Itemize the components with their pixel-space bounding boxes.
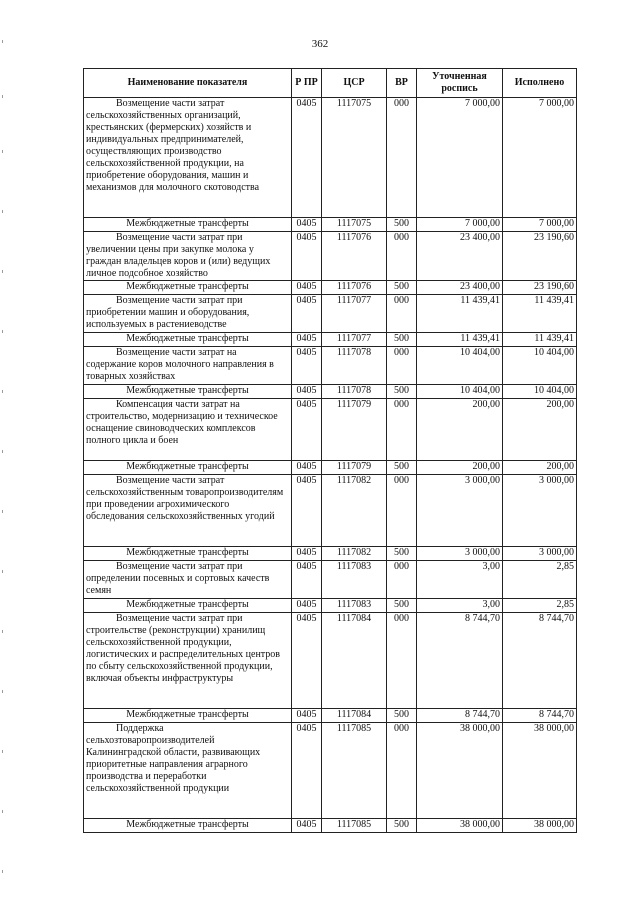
indicator-name-cell: Возмещение части затрат при определении посевных и сортовых качеств семян [84,561,292,599]
target-article-cell: 1117077 [322,295,387,333]
revised-plan-cell: 3,00 [417,561,503,599]
section-code-cell: 0405 [292,475,322,547]
table-row-transfer [84,599,577,613]
expense-type-cell: 500 [387,709,417,723]
header-revised-plan: Уточненная роспись [417,69,503,98]
expense-type-cell: 500 [387,819,417,833]
header-section-code: Р ПР [292,69,322,98]
section-code-cell: 0405 [292,232,322,281]
revised-plan-cell: 200,00 [417,461,503,475]
indicator-name-cell: Межбюджетные трансферты [84,819,292,833]
section-code-cell: 0405 [292,385,322,399]
executed-cell: 2,85 [503,561,577,599]
executed-cell: 10 404,00 [503,347,577,385]
header-expense-type: ВР [387,69,417,98]
revised-plan-cell: 38 000,00 [417,819,503,833]
revised-plan-cell: 11 439,41 [417,333,503,347]
executed-cell: 7 000,00 [503,98,577,218]
executed-cell: 2,85 [503,599,577,613]
revised-plan-cell: 10 404,00 [417,385,503,399]
target-article-cell: 1117084 [322,613,387,709]
executed-cell: 7 000,00 [503,218,577,232]
target-article-cell: 1117075 [322,98,387,218]
revised-plan-cell: 3 000,00 [417,475,503,547]
expense-type-cell: 000 [387,347,417,385]
indicator-name-cell: Межбюджетные трансферты [84,461,292,475]
table-row-item [84,347,577,385]
executed-cell: 200,00 [503,461,577,475]
target-article-cell: 1117078 [322,385,387,399]
target-article-cell: 1117079 [322,461,387,475]
indicator-name-cell: Межбюджетные трансферты [84,333,292,347]
executed-cell: 23 190,60 [503,281,577,295]
page-number: 362 [311,38,329,50]
revised-plan-cell: 8 744,70 [417,613,503,709]
executed-cell: 8 744,70 [503,709,577,723]
section-code-cell: 0405 [292,819,322,833]
expense-type-cell: 000 [387,613,417,709]
executed-cell: 200,00 [503,399,577,461]
table-header-row [84,69,577,98]
header-target-article: ЦСР [322,69,387,98]
table-row-item [84,561,577,599]
header-indicator-name: Наименование показателя [84,69,292,98]
section-code-cell: 0405 [292,281,322,295]
indicator-name-cell: Возмещение части затрат при увеличении цены при закупке молока у граждан владельцев коров и (или) ведущих личное подсобное хозяйство [84,232,292,281]
expense-type-cell: 500 [387,547,417,561]
section-code-cell: 0405 [292,399,322,461]
revised-plan-cell: 23 400,00 [417,232,503,281]
expense-type-cell: 000 [387,232,417,281]
table-row-transfer [84,819,577,833]
executed-cell: 10 404,00 [503,385,577,399]
indicator-name-cell: Возмещение части затрат при строительстве (реконструкции) хранилищ сельскохозяйственной продукции, логистических и распределительных центров по сбыту сельскохозяйственной продукции, включая объекты инфраструктуры [84,613,292,709]
target-article-cell: 1117076 [322,232,387,281]
revised-plan-cell: 11 439,41 [417,295,503,333]
revised-plan-cell: 200,00 [417,399,503,461]
executed-cell: 3 000,00 [503,547,577,561]
section-code-cell: 0405 [292,347,322,385]
expense-type-cell: 500 [387,218,417,232]
table-row-item [84,232,577,281]
table-row-item [84,399,577,461]
table-row-transfer [84,333,577,347]
target-article-cell: 1117085 [322,723,387,819]
indicator-name-cell: Межбюджетные трансферты [84,385,292,399]
expense-type-cell: 000 [387,399,417,461]
revised-plan-cell: 10 404,00 [417,347,503,385]
revised-plan-cell: 7 000,00 [417,98,503,218]
indicator-name-cell: Межбюджетные трансферты [84,709,292,723]
section-code-cell: 0405 [292,333,322,347]
table-row-item [84,295,577,333]
target-article-cell: 1117082 [322,475,387,547]
budget-execution-table [83,68,577,833]
indicator-name-cell: Возмещение части затрат на содержание коров молочного направления в товарных хозяйствах [84,347,292,385]
section-code-cell: 0405 [292,709,322,723]
indicator-name-cell: Межбюджетные трансферты [84,281,292,295]
table-row-transfer [84,385,577,399]
expense-type-cell: 000 [387,98,417,218]
executed-cell: 38 000,00 [503,723,577,819]
executed-cell: 38 000,00 [503,819,577,833]
table-row-transfer [84,218,577,232]
indicator-name-cell: Межбюджетные трансферты [84,218,292,232]
target-article-cell: 1117083 [322,561,387,599]
revised-plan-cell: 23 400,00 [417,281,503,295]
indicator-name-cell: Возмещение части затрат при приобретении машин и оборудования, используемых в растениеводстве [84,295,292,333]
revised-plan-cell: 7 000,00 [417,218,503,232]
expense-type-cell: 500 [387,599,417,613]
target-article-cell: 1117085 [322,819,387,833]
indicator-name-cell: Поддержка сельхозтоваропроизводителей Калининградской области, развивающих приоритетные направления аграрного производства и переработки сельскохозяйственной продукции [84,723,292,819]
expense-type-cell: 500 [387,281,417,295]
expense-type-cell: 500 [387,385,417,399]
table-row-transfer [84,461,577,475]
section-code-cell: 0405 [292,613,322,709]
revised-plan-cell: 38 000,00 [417,723,503,819]
target-article-cell: 1117075 [322,218,387,232]
section-code-cell: 0405 [292,547,322,561]
indicator-name-cell: Межбюджетные трансферты [84,599,292,613]
revised-plan-cell: 3,00 [417,599,503,613]
indicator-name-cell: Возмещение части затрат сельскохозяйственных организаций, крестьянских (фермерских) хозяйств и индивидуальных предпринимателей, осуществляющих производство сельскохозяйственной продукции, на приобретение оборудования, машин и механизмов для молочного скотоводства [84,98,292,218]
target-article-cell: 1117078 [322,347,387,385]
table-row-item [84,613,577,709]
section-code-cell: 0405 [292,723,322,819]
executed-cell: 11 439,41 [503,295,577,333]
expense-type-cell: 500 [387,333,417,347]
header-executed: Исполнено [503,69,577,98]
target-article-cell: 1117082 [322,547,387,561]
executed-cell: 8 744,70 [503,613,577,709]
executed-cell: 23 190,60 [503,232,577,281]
scan-margin-marks [0,0,6,905]
target-article-cell: 1117084 [322,709,387,723]
table-row-transfer [84,709,577,723]
target-article-cell: 1117083 [322,599,387,613]
section-code-cell: 0405 [292,599,322,613]
table-row-transfer [84,281,577,295]
section-code-cell: 0405 [292,561,322,599]
expense-type-cell: 000 [387,475,417,547]
revised-plan-cell: 3 000,00 [417,547,503,561]
table-row-item [84,98,577,218]
table-row-item [84,475,577,547]
section-code-cell: 0405 [292,98,322,218]
expense-type-cell: 000 [387,723,417,819]
table-row-item [84,723,577,819]
revised-plan-cell: 8 744,70 [417,709,503,723]
executed-cell: 11 439,41 [503,333,577,347]
indicator-name-cell: Возмещение части затрат сельскохозяйственным товаропроизводителям при проведении агрохимического обследования сельскохозяйственных угодий [84,475,292,547]
section-code-cell: 0405 [292,461,322,475]
expense-type-cell: 500 [387,461,417,475]
target-article-cell: 1117076 [322,281,387,295]
target-article-cell: 1117079 [322,399,387,461]
table-row-transfer [84,547,577,561]
section-code-cell: 0405 [292,218,322,232]
indicator-name-cell: Межбюджетные трансферты [84,547,292,561]
indicator-name-cell: Компенсация части затрат на строительство, модернизацию и техническое оснащение свиноводческих комплексов полного цикла и боен [84,399,292,461]
expense-type-cell: 000 [387,295,417,333]
section-code-cell: 0405 [292,295,322,333]
expense-type-cell: 000 [387,561,417,599]
target-article-cell: 1117077 [322,333,387,347]
executed-cell: 3 000,00 [503,475,577,547]
